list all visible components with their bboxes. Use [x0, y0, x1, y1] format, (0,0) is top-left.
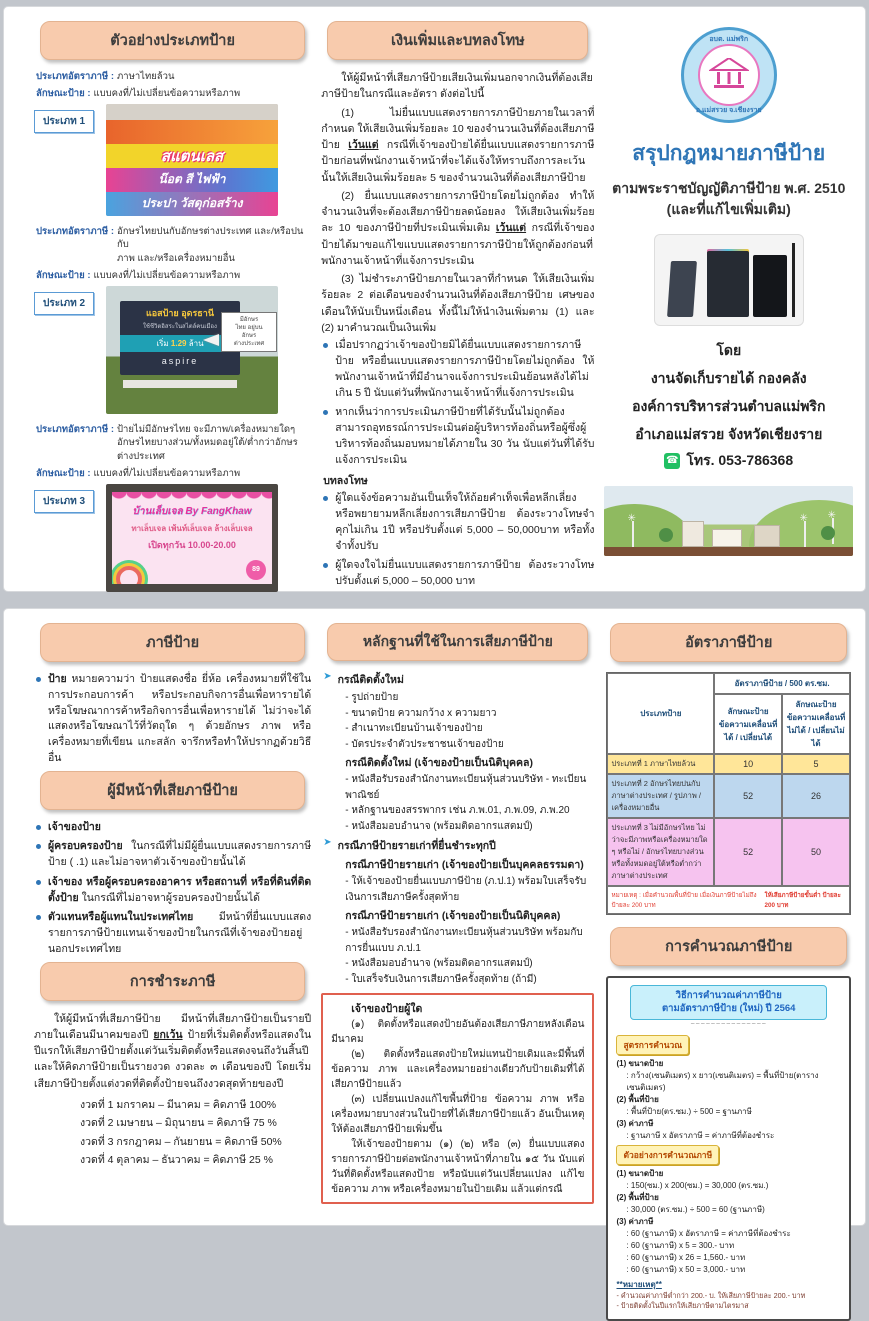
bullet-icon [36, 915, 41, 920]
kiosk-menu-board [753, 255, 787, 317]
rainbow-decoration [116, 566, 142, 584]
group-new-install-juristic-items [345, 772, 594, 834]
example-step-2-detail: : 30,000 (ตร.ซม.) ÷ 500 = 60 (ฐานภาษี) [626, 1204, 765, 1214]
table-row-type1-label: ประเภทที่ 1 ภาษาไทยล้วน [607, 754, 714, 774]
municipality-seal [681, 27, 777, 123]
group-new-install-juristic: กรณีติดตั้งใหม่ (เจ้าของป้ายเป็นนิติบุคคล) [345, 757, 533, 769]
ice-cream-kiosk-photo [654, 234, 804, 326]
table-note: หมายเหตุ : เมื่อคำนวณพื้นที่ป้าย เมื่อเงินภาษีป้ายไม่ถึงป้ายละ 200 บาท ให้เสียภาษีป้ายขั้นต่ำ ป้ายละ 200 บาท [607, 886, 849, 914]
notice-heading: เจ้าของป้ายผู้ใด [351, 1003, 423, 1015]
penalty-heading: บทลงโทษ [323, 475, 368, 488]
example-step-1-detail: : 150(ซม.) x 200(ซม.) = 30,000 (ตร.ซม.) [626, 1180, 769, 1190]
formula-tag: สูตรการคำนวณ [616, 1035, 689, 1055]
sign-example-2 [34, 286, 311, 414]
bullet-icon [323, 410, 328, 415]
callout-note: มีอักษร ไทย อยู่บน อักษร ต่างประเทศ [221, 312, 277, 352]
list-item: - หนังสือมอบอำนาจ (พร้อมติดอากรแสตมป์) [345, 958, 533, 969]
installment-4: งวดที่ 4 ตุลาคม – ธันวาคม = คิดภาษี 25 % [80, 1153, 273, 1166]
sign-type-1-attr: ลักษณะป้าย : แบบคงที่/ไม่เปลี่ยนข้อความหรือภาพ [36, 87, 241, 99]
formula-step-2-detail: : พื้นที่ป้าย(ตร.ซม.) ÷ 500 = ฐานภาษี [626, 1106, 752, 1116]
type-2-badge: ประเภท 2 [34, 292, 94, 315]
section-header-rates: อัตราภาษีป้าย [610, 623, 847, 662]
penalty-bullet-2: ผู้ใดจงใจไม่ยื่นแบบแสดงรายการภาษีป้าย ต้องระวางโทษปรับตั้งแต่ 5,000 – 50,000 บาท [321, 558, 594, 590]
evidence-column [321, 621, 594, 1217]
group-existing-person-items [345, 874, 594, 905]
kiosk-pole [792, 243, 795, 317]
list-item: - หนังสือรับรองสำนักงานทะเบียนหุ้นส่วนบริษัท พร้อมกับการยื่นแบบ ภ.ป.1 [345, 927, 583, 954]
sign-type-3-rate: ประเภทอัตราภาษี : ป้ายไม่มีอักษรไทย จะมีภาพ/เครื่องหมายใดๆ อักษรไทยบางส่วน/ทั้งหมดอยู่ใต้/ต่ำกว่าอักษรต่างประเทศ [36, 423, 298, 463]
group-new-install: ➤ กรณีติดตั้งใหม่ [323, 671, 404, 686]
column-header-rate-per-500: อัตราภาษีป้าย / 500 ตร.ซม. [714, 673, 850, 694]
example-step-2: (2) พื้นที่ป้าย [616, 1192, 659, 1202]
section-header-sign-examples: ตัวอย่างประเภทป้าย [40, 21, 305, 60]
assessment-bullet-2: หากเห็นว่าการประเมินภาษีป้ายที่ได้รับนั้นไม่ถูกต้อง สามารถอุทธรณ์การประเมินต่อผู้บริหารท้องถิ่นหรือผู้ซึ่งผู้บริหารท้องถิ่นมอบหมายได้ภายใน 30 วัน นับแต่วันที่ได้รับแจ้งการประเมิน [321, 405, 594, 468]
formula-step-1: (1) ขนาดป้าย [616, 1058, 664, 1068]
landscape-illustration [604, 486, 853, 556]
publisher-line-2: องค์การบริหารส่วนตำบลแม่พริก [632, 398, 826, 414]
sign-photo-thai-only [106, 104, 278, 216]
bullet-icon [323, 496, 328, 501]
type-3-badge: ประเภท 3 [34, 490, 94, 513]
example-rate-50: : 60 (ฐานภาษี) x 50 = 3,000.- บาท [626, 1264, 746, 1274]
table-row-type2-fixed: 26 [782, 774, 850, 818]
column-header-movable: ลักษณะป้าย ข้อความเคลื่อนที่ได้ / เปลี่ยนได้ [714, 694, 782, 754]
by-label: โดย [716, 342, 742, 358]
calc-method-title: วิธีการคำนวณค่าภาษีป้าย ตามอัตราภาษีป้าย (ใหม่) ปี 2564 [630, 985, 827, 1020]
tax-definition-column [34, 621, 311, 1217]
phone-icon: ☎ [664, 453, 680, 469]
bullet-icon [36, 825, 41, 830]
list-item: - บัตรประจำตัวประชาชนเจ้าของป้าย [345, 738, 504, 750]
example-rate-26: : 60 (ฐานภาษี) x 26 = 1,560.- บาท [626, 1252, 746, 1262]
taxpayer-bullet-4: ตัวแทนหรือผู้แทนในประเทศไทย มีหน้าที่ยื่นแบบแสดงรายการภาษีป้ายแทนเจ้าของป้ายในกรณีที่เจ้าของป้ายอยู่นอกประเทศไทย [34, 910, 311, 957]
sign-type-2-attr: ลักษณะป้าย : แบบคงที่/ไม่เปลี่ยนข้อความหรือภาพ [36, 269, 241, 281]
seal-text-bottom: อ.แม่สรวย จ.เชียงราย [695, 107, 762, 114]
formula-step-3-detail: : ฐานภาษี x อัตราภาษี = ค่าภาษีที่ต้องชำระ [626, 1130, 775, 1140]
assessment-bullet-1: เมื่อปรากฏว่าเจ้าของป้ายมิได้ยื่นแบบแสดงรายการภาษีป้าย หรือยื่นแบบแสดงรายการภาษีป้ายโดยไม่ถูกต้อง ให้พนักงานเจ้าหน้าที่มีอำนาจแจ้งการประเมินย้อนหลังได้ไม่เกิน 5 ปี นับแต่วันที่พนักงานเจ้าหน้าที่แจ้งการประเมิน [321, 338, 594, 401]
ground-strip [604, 547, 853, 556]
surcharge-item-1: (1) ไม่ยื่นแบบแสดงรายการภาษีป้ายภายในเวลาที่กำหนด ให้เสียเงินเพิ่มร้อยละ 10 ของจำนวนเงินที่ต้องเสียภาษีป้าย เว้นแต่ กรณีที่เจ้าของป้ายได้ยื่นแบบแสดงรายการภาษีป้ายก่อนที่พนักงานเจ้าหน้าที่จะได้แจ้งให้ทราบถึงการละเว้นนั้นให้เสียเงินเพิ่มร้อยละ 5 ของจำนวนเงินที่ต้องเสียภาษีป้าย [321, 106, 595, 184]
banner-scallop-decoration [112, 492, 272, 502]
callout-arrow-icon [203, 334, 219, 346]
brochure-subtitle: ตามพระราชบัญญัติภาษีป้าย พ.ศ. 2510 (และที่แก้ไขเพิ่มเติม) [612, 180, 846, 217]
sign-stripe-3: น๊อต สี ไฟฟ้า [106, 168, 278, 192]
kiosk-banner-stand [667, 261, 697, 317]
section-header-taxpayer: ผู้มีหน้าที่เสียภาษีป้าย [40, 771, 305, 810]
surcharge-penalty-column [321, 19, 595, 587]
table-row-type2-movable: 52 [714, 774, 782, 818]
surcharge-item-3: (3) ไม่ชำระภาษีป้ายภายในเวลาที่กำหนด ให้เสียเงินเพิ่มร้อยละ 2 ต่อเดือนของจำนวนเงินที่ต้องเสียภาษีป้าย เศษของเดือนให้นับเป็นหนึ่งเดือน ทั้งนี้ไม่ให้นำเงินเพิ่มตาม (1) และ (2) มาคำนวณเป็นเงินเพิ่ม [321, 273, 595, 334]
billboard: แอสป้าย อุดรธานี ใช้ชีวิตอิสระในสไตล์คนเมือง เริ่ม 1.29 ล้าน aspire [120, 301, 240, 375]
table-row-type2-label: ประเภทที่ 2 อักษรไทยปนกับภาษาต่างประเทศ / รูปภาพ / เครื่องหมายอื่น [607, 774, 714, 818]
list-item: - หลักฐานของสรรพากร เช่น ภ.พ.01, ภ.พ.09, ภ.พ.20 [345, 805, 570, 816]
list-item: - หนังสือรับรองสำนักงานทะเบียนหุ้นส่วนบริษัท - ทะเบียนพาณิชย์ [345, 774, 587, 801]
calculation-box [606, 976, 851, 1321]
tree-icon [821, 526, 835, 540]
list-item: - ขนาดป้าย ความกว้าง x ความยาว [345, 707, 497, 719]
building-icon [754, 525, 780, 547]
wind-turbine-icon [632, 521, 634, 547]
list-item: - ให้เจ้าของป้ายยื่นแบบภาษีป้าย (ภ.ป.1) พร้อมใบเสร็จรับเงินการเสียภาษีครั้งสุดท้าย [345, 876, 587, 903]
notice-item-3: (๓) เปลี่ยนแปลงแก้ไขพื้นที่ป้าย ข้อความ ภาพ หรือเครื่องหมายบางส่วนในป้ายที่ได้เสียภาษีป้ายแล้ว อันเป็นเหตุให้ต้องเสียภาษีป้ายเพิ่มขึ้น [331, 1094, 585, 1135]
building-icon [682, 521, 704, 547]
bullet-icon [36, 677, 41, 682]
notice-item-1: (๑) ติดตั้งหรือแสดงป้ายอันต้องเสียภาษีภายหลังเดือนมีนาคม [331, 1019, 585, 1045]
bullet-icon [323, 343, 328, 348]
formula-step-3: (3) ค่าภาษี [616, 1118, 654, 1128]
penalty-bullet-1: ผู้ใดแจ้งข้อความอันเป็นเท็จให้ถ้อยคำเท็จเพื่อหลีกเลี่ยงหรือพยายามหลีกเลี่ยงการเสียภาษีป้าย ต้องระวางโทษจำคุกไม่เกิน 1ปี หรือปรับตั้งแต่ 5,000 – 50,000บาท หรือทั้งจำทั้งปรับ [321, 491, 594, 554]
calc-note-1: - คำนวณค่าภาษีต่ำกว่า 200.- บ. ให้เสียภาษีป้ายละ 200.- บาท [616, 1290, 806, 1300]
sign-owner-notice-box [321, 993, 594, 1204]
table-row-type1-fixed: 5 [782, 754, 850, 774]
installment-list [80, 1096, 311, 1170]
sign-stripe-4: ประปา วัสดุก่อสร้าง [106, 192, 278, 216]
taxpayer-bullet-3: เจ้าของ หรือผู้ครอบครองอาคาร หรือสถานที่ หรือที่ดินที่ติดตั้งป้าย ในกรณีที่ไม่อาจหาผู้รอบครองป้ายนั้นได้ [34, 875, 311, 907]
taxpayer-bullet-1: เจ้าของป้าย [34, 820, 311, 836]
example-step-1: (1) ขนาดป้าย [616, 1168, 664, 1178]
building-icon [712, 529, 742, 547]
surcharge-item-2: (2) ยื่นแบบแสดงรายการภาษีป้ายโดยไม่ถูกต้อง ทำให้จำนวนเงินที่จะต้องเสียภาษีป้ายลดน้อยลง ให้เสียเงินเพิ่มร้อยละ 10 ของภาษีป้ายที่ประเมินเพิ่มเติม เว้นแต่ กรณีที่เจ้าของป้ายได้มาขอแก้ไขแบบแสดงรายการภาษีป้ายให้ถูกต้องก่อนที่พนักงานเจ้าหน้าที่แจ้งการประเมิน [321, 189, 595, 267]
publisher-line-1: งานจัดเก็บรายได้ กองคลัง [650, 370, 807, 386]
tax-rate-table [606, 672, 851, 915]
notice-item-2: (๒) ติดตั้งหรือแสดงป้ายใหม่แทนป้ายเดิมและมีพื้นที่ ข้อความ ภาพ และเครื่องหมายอย่างเดียวกับป้ายเดิมที่ได้เสียภาษีป้ายแล้ว [331, 1049, 585, 1090]
sign-examples-column [34, 19, 311, 583]
group-existing-juristic-items [345, 925, 594, 987]
surcharge-intro: ให้ผู้มีหน้าที่เสียภาษีป้ายเสียเงินเพิ่มนอกจากเงินที่ต้องเสียภาษีป้ายในกรณีและอัตรา ดังต่อไปนี้ [321, 72, 593, 101]
group-existing-juristic: กรณีภาษีป้ายรายเก่า (เจ้าของป้ายเป็นนิติบุคคล) [345, 910, 561, 922]
table-row-type1-movable: 10 [714, 754, 782, 774]
cover-column [604, 19, 853, 583]
section-header-sign-tax: ภาษีป้าย [40, 623, 305, 662]
seal-text-top: อบต. แม่พริก [709, 36, 749, 43]
group-existing-sign: ➤ กรณีภาษีป้ายรายเก่าที่ยื่นชำระทุกปี [323, 837, 496, 852]
bullet-icon [323, 563, 328, 568]
bullet-icon [36, 880, 41, 885]
group-new-install-items [345, 690, 594, 752]
pavilion-icon [709, 58, 749, 92]
brochure-page-1 [3, 6, 866, 592]
publisher-line-3: อำเภอแม่สรวย จังหวัดเชียงราย [635, 426, 823, 442]
example-step-3: (3) ค่าภาษี [616, 1216, 654, 1226]
formula-step-1-detail: : กว้าง(เซนติเมตร) x ยาว(เซนติเมตร) = พื้นที่ป้าย(ตารางเซนติเมตร) [626, 1070, 819, 1092]
wind-turbine-icon [804, 521, 806, 547]
sign-photo-no-thai-top [106, 484, 278, 592]
photo-building-roof [106, 104, 278, 120]
sign-definition: ป้าย หมายความว่า ป้ายแสดงชื่อ ยี่ห้อ เครื่องหมายที่ใช้ในการประกอบการค้า หรือประกอบกิจการอื่นเพื่อหารายได้ หรือโฆษณาการค้าหรือกิจการอื่นเพื่อหารายได้ ไม่ว่าจะได้แสดงหรือโฆษณาไว้ที่วัตถุใด ๆ ด้วยอักษร ภาพ หรือเครื่องหมายที่เขียน แกะสลัก จารึกหรือทำให้ปรากฏด้วยวิธีอื่น [34, 672, 311, 767]
installment-2: งวดที่ 2 เมษายน – มิถุนายน = คิดภาษี 75 % [80, 1117, 277, 1130]
calc-note-2: - ป้ายติดตั้งในปีแรกให้เสียภาษีตามไตรมาส [616, 1301, 749, 1311]
phone-contact [604, 450, 853, 472]
section-header-payment: การชำระภาษี [40, 962, 305, 1001]
list-item: - สำเนาทะเบียนบ้านเจ้าของป้าย [345, 723, 483, 734]
brochure-title: สรุปกฎหมายภาษีป้าย [632, 142, 826, 165]
payment-paragraph: ให้ผู้มีหน้าที่เสียภาษีป้าย มีหน้าที่เสียภาษีป้ายเป็นรายปี ภายในเดือนมีนาคมของปี ยกเว้น ป้ายที่เริ่มติดตั้งหรือแสดงในปีแรกให้เสียภาษีป้ายตั้งแต่วันเริ่มติดตั้งหรือแสดงจนถึงวันสิ้นปี และให้คิดภาษีป้ายเป็นรายงวด งวดละ ๓ เดือนของปี โดยเริ่มเสียภาษีป้ายตั้งแต่งวดที่ติดตั้งป้ายจนถึงงวดสุดท้ายของปี [34, 1012, 312, 1090]
sign-type-2-rate: ประเภทอัตราภาษี : อักษรไทยปนกับอักษรต่างประเทศ และ/หรือปนกับ ภาพ และ/หรือเครื่องหมายอื่น [36, 225, 304, 265]
group-existing-person: กรณีภาษีป้ายรายเก่า (เจ้าของป้ายเป็นบุคคลธรรมดา) [345, 859, 584, 871]
brochure-page-2 [3, 608, 866, 1311]
price-badge: 89 [246, 560, 266, 580]
notice-item-4: ให้เจ้าของป้ายตาม (๑) (๒) หรือ (๓) ยื่นแบบแสดงรายการภาษีป้ายต่อพนักงานเจ้าหน้าที่ภายใน ๑๕ วัน นับแต่วันที่ติดตั้งหรือแสดงป้าย หรือนับแต่วันเปลี่ยนแปลง แก้ไขข้อความ ภาพ หรือเครื่องหมายในป้ายเดิม แล้วแต่กรณี [331, 1139, 585, 1195]
sign-example-1 [34, 104, 311, 216]
column-header-fixed: ลักษณะป้าย ข้อความเคลื่อนที่ไม่ได้ / เปลี่ยนไม่ได้ [782, 694, 850, 754]
sign-type-1-rate: ประเภทอัตราภาษี : ภาษาไทยล้วน [36, 71, 175, 82]
table-row-type3-movable: 52 [714, 818, 782, 886]
billboard-base [123, 380, 237, 388]
nail-salon-banner: บ้านเล็บเจล By FangKhaw ทาเล็บเจล เพ้นท์เล็บเจล ล้างเล็บเจล เปิดทุกวัน 10.00-20.00 89 [112, 492, 272, 584]
list-item: - ใบเสร็จรับเงินการเสียภาษีครั้งสุดท้าย (ถ้ามี) [345, 973, 537, 985]
sign-stripe-1 [106, 120, 278, 144]
section-header-surcharge: เงินเพิ่มและบทลงโทษ [327, 21, 588, 60]
rates-calculation-column [604, 621, 853, 1311]
bullet-icon [36, 844, 41, 849]
sign-type-3-attr: ลักษณะป้าย : แบบคงที่/ไม่เปลี่ยนข้อความหรือภาพ [36, 467, 241, 479]
installment-3: งวดที่ 3 กรกฎาคม – กันยายน = คิดภาษี 50% [80, 1135, 282, 1148]
type-1-badge: ประเภท 1 [34, 110, 94, 133]
divider: ~~~~~~~~~~~~~~~ [690, 1020, 767, 1028]
sign-stripe-2: สแตนเลส [106, 144, 278, 168]
example-tag: ตัวอย่างการคำนวณภาษี [616, 1145, 719, 1165]
sign-example-3 [34, 484, 311, 592]
calc-note-heading: **หมายเหตุ** [616, 1279, 662, 1289]
list-item: - หนังสือมอบอำนาจ (พร้อมติดอากรแสตมป์) [345, 820, 533, 832]
formula-step-2: (2) พื้นที่ป้าย [616, 1094, 659, 1104]
phone-number: โทร. 053-786368 [686, 452, 794, 468]
kiosk-shelf [707, 251, 749, 317]
taxpayer-bullet-2: ผู้ครอบครองป้าย ในกรณีที่ไม่มีผู้ยื่นแบบแสดงรายการภาษีป้าย ( .1) และไม่อาจหาตัวเจ้าของป้ายนั้นได้ [34, 839, 311, 871]
sign-photo-mixed-language [106, 286, 278, 414]
section-header-calculation: การคำนวณภาษีป้าย [610, 927, 847, 966]
table-row-type3-fixed: 50 [782, 818, 850, 886]
publisher-block [604, 336, 853, 448]
example-step-3-detail: : 60 (ฐานภาษี) x อัตราภาษี = ค่าภาษีที่ต้องชำระ [626, 1228, 791, 1238]
example-rate-5: : 60 (ฐานภาษี) x 5 = 300.- บาท [626, 1240, 735, 1250]
list-item: - รูปถ่ายป้าย [345, 692, 399, 703]
arrow-bullet-icon: ➤ [323, 837, 332, 848]
installment-1: งวดที่ 1 มกราคม – มีนาคม = คิดภาษี 100% [80, 1098, 277, 1111]
arrow-bullet-icon: ➤ [323, 671, 332, 682]
table-row-type3-label: ประเภทที่ 3 ไม่มีอักษรไทย ไม่ว่าจะมีภาพหรือเครื่องหมายใด ๆ หรือไม่ / อักษรไทยบางส่วนหรือทั้งหมดอยู่ใต้หรือต่ำกว่าภาษาต่างประเทศ [607, 818, 714, 886]
column-header-sign-type: ประเภทป้าย [607, 673, 714, 754]
section-header-evidence: หลักฐานที่ใช้ในการเสียภาษีป้าย [327, 623, 588, 661]
